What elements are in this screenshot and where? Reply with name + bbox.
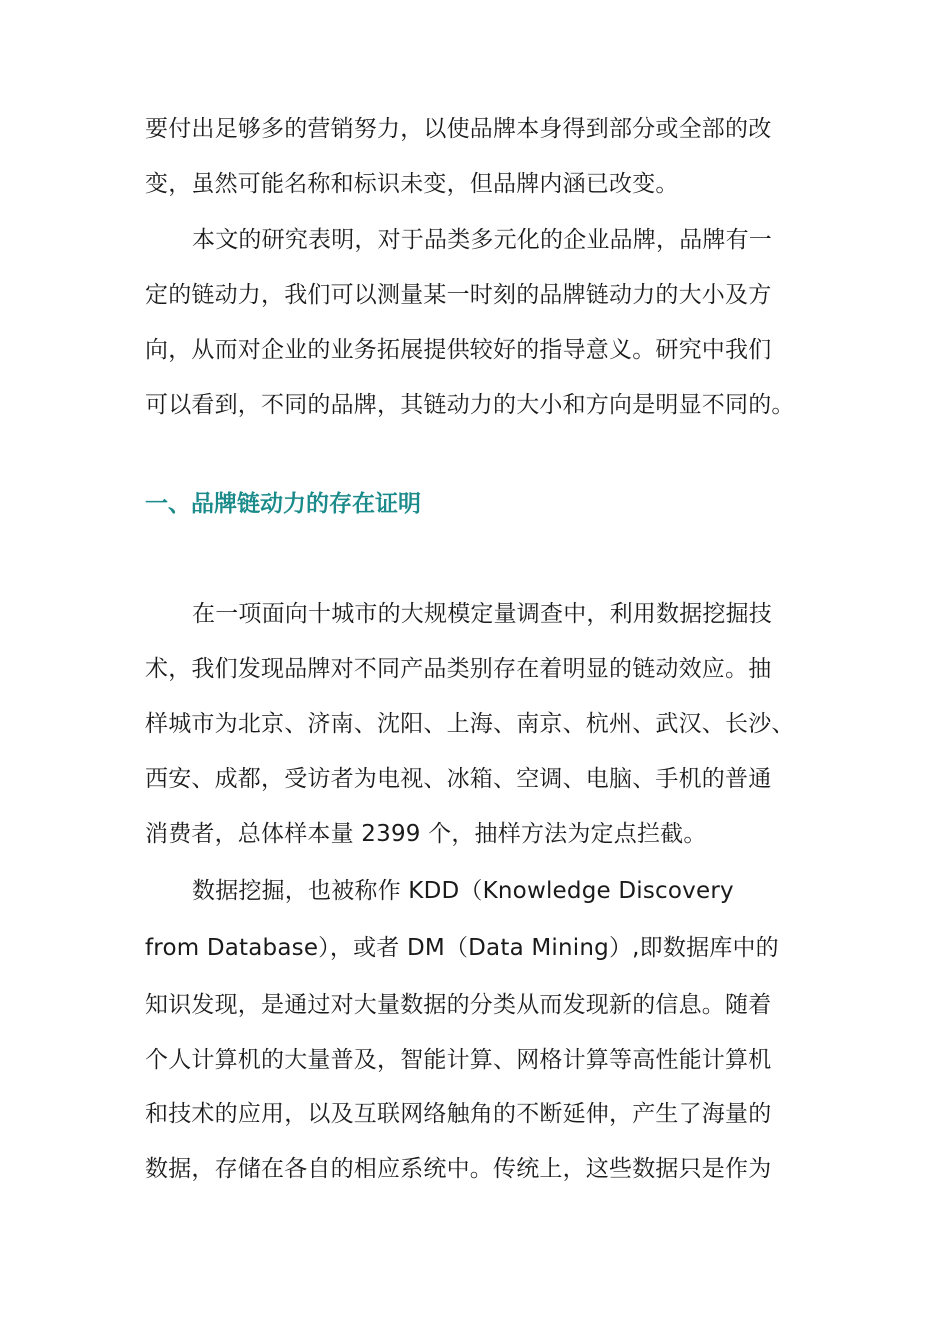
text-line: 消费者，总体样本量 2399 个，抽样方法为定点拦截。 — [145, 821, 707, 847]
text-line: 和技术的应用，以及互联网络触角的不断延伸，产生了海量的 — [145, 1101, 772, 1127]
text-line: 个人计算机的大量普及，智能计算、网格计算等高性能计算机 — [145, 1047, 772, 1073]
text-line: 本文的研究表明，对于品类多元化的企业品牌，品牌有一 — [192, 227, 772, 253]
text-line: 向，从而对企业的业务拓展提供较好的指导意义。研究中我们 — [145, 337, 772, 363]
text-line: 变，虽然可能名称和标识未变，但品牌内涵已改变。 — [145, 171, 679, 197]
section-heading: 一、品牌链动力的存在证明 — [145, 491, 421, 517]
text-line: 术，我们发现品牌对不同产品类别存在着明显的链动效应。抽 — [145, 656, 772, 682]
text-line: 知识发现，是通过对大量数据的分类从而发现新的信息。随着 — [145, 992, 772, 1018]
text-line: 可以看到，不同的品牌，其链动力的大小和方向是明显不同的。 — [145, 392, 795, 418]
text-line: 数据，存储在各自的相应系统中。传统上，这些数据只是作为 — [145, 1156, 772, 1182]
text-line: 西安、成都，受访者为电视、冰箱、空调、电脑、手机的普通 — [145, 766, 772, 792]
text-line: 样城市为北京、济南、沈阳、上海、南京、杭州、武汉、长沙、 — [145, 711, 795, 737]
text-line: 定的链动力，我们可以测量某一时刻的品牌链动力的大小及方 — [145, 282, 772, 308]
text-line: 在一项面向十城市的大规模定量调查中，利用数据挖掘技 — [192, 601, 772, 627]
text-line: 数据挖掘，也被称作 KDD（Knowledge Discovery — [192, 878, 734, 904]
text-line: 要付出足够多的营销努力，以使品牌本身得到部分或全部的改 — [145, 116, 772, 142]
text-line: from Database），或者 DM（Data Mining）,即数据库中的 — [145, 935, 779, 961]
